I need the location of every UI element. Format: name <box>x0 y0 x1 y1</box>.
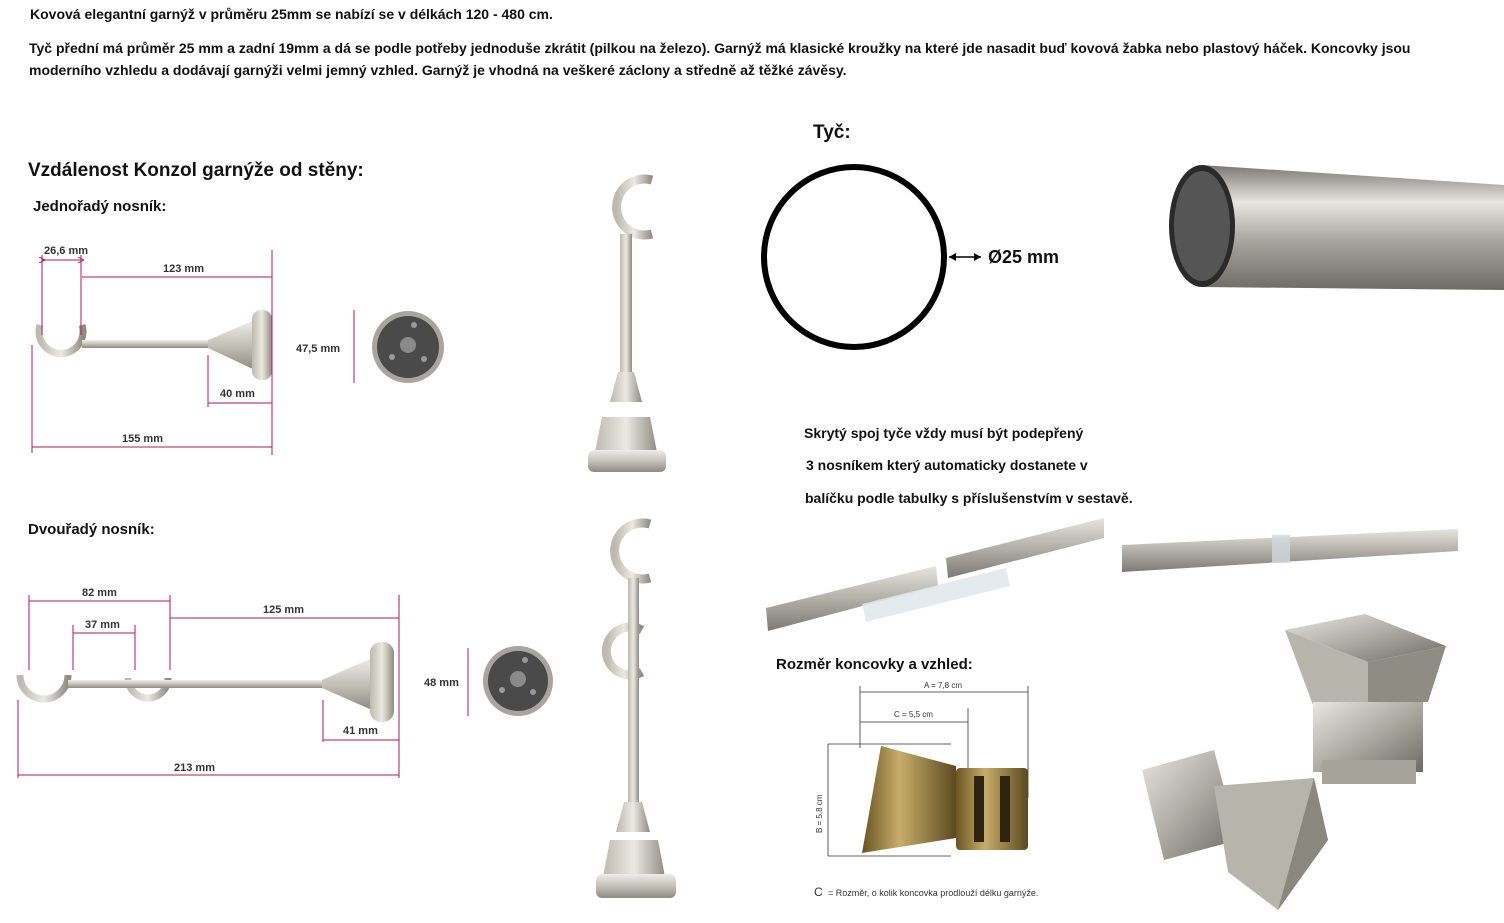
dim-plate: 47,5 mm <box>296 343 341 355</box>
dim-plate-double: 48 mm <box>424 677 459 689</box>
double-bracket-label: Dvouřadý nosník: <box>28 521 155 538</box>
rod-cross-section <box>755 160 1095 360</box>
finial-caption-letter: C <box>814 885 823 899</box>
double-bracket-diagram <box>10 580 570 790</box>
intro-text: Kovová elegantní garnýž v průměru 25mm se nabízí se v délkách 120 - 480 cm. <box>30 6 553 22</box>
dim-base: 40 mm <box>220 388 255 400</box>
rod-circle <box>764 167 944 347</box>
joint-note-line2: 3 nosníkem který automaticky dostanete v <box>806 457 1088 473</box>
dim-total-double: 213 mm <box>174 762 215 774</box>
dim-base-double: 41 mm <box>343 725 378 737</box>
finial-title: Rozměr koncovky a vzhled: <box>776 656 973 673</box>
rod-joint-photo-closed <box>1122 525 1460 585</box>
dim-outer: 82 mm <box>82 587 117 599</box>
rod-title: Tyč: <box>813 122 851 143</box>
dim-total: 155 mm <box>122 433 163 445</box>
single-bracket-diagram <box>20 235 460 465</box>
dim-inner: 37 mm <box>85 619 120 631</box>
joint-note-line3: balíčku podle tabulky s příslušenstvím v sestavě. <box>805 490 1133 506</box>
dim-hook: 26,6 mm <box>44 245 89 257</box>
finial-dim-a: A = 7,8 cm <box>924 681 963 690</box>
finial-caption: = Rozměr, o kolik koncovka prodlouží délku garnýže. <box>828 888 1039 898</box>
finial-dim-b: B = 5,8 cm <box>815 794 824 833</box>
bracket-section-title: Vzdálenost Konzol garnýže od stěny: <box>28 160 364 181</box>
dim-arm-double: 125 mm <box>263 604 304 616</box>
description-text: Tyč přední má průměr 25 mm a zadní 19mm a dá se podle potřeby jednoduše zkrátit (pilkou na železo). Garnýž má klasické kroužky na které jde nasadit buď kovová žabka nebo plastový háček. Koncovky jsou moderního vzhledu a dodávají garnýži velmi jemný vzhled. Garnýž je vhodná na veškeré záclony a středně až těžké závěsy. <box>29 40 1411 78</box>
dim-arm: 123 mm <box>163 263 204 275</box>
double-bracket-photo <box>590 512 690 900</box>
rod-joint-photo-open <box>766 516 1106 636</box>
finial-dim-c: C = 5,5 cm <box>894 710 933 719</box>
hook-shape <box>39 325 83 354</box>
rod-photo <box>1165 160 1504 295</box>
joint-note-line1: Skrytý spoj tyče vždy musí být podepřený <box>804 425 1084 441</box>
rod-diameter: Ø25 mm <box>988 247 1060 267</box>
single-bracket-photo <box>580 172 680 477</box>
finial-dimension-diagram <box>806 678 1056 903</box>
finial-photo <box>1128 610 1458 915</box>
single-bracket-label: Jednořadý nosník: <box>33 198 167 215</box>
